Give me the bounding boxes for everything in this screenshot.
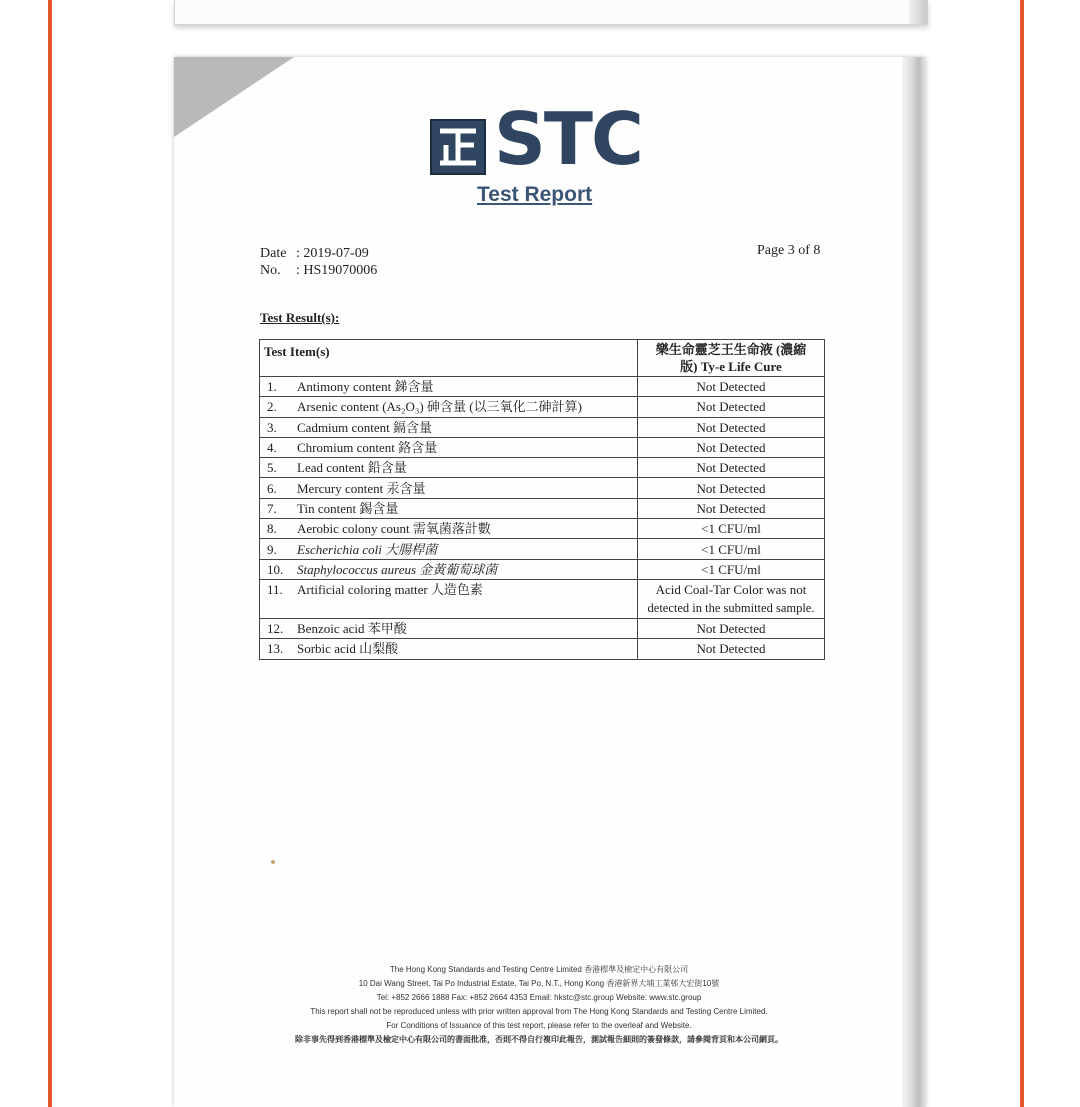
footer-conditions: For Conditions of Issuance of this test report, please refer to the overleaf and Website.: [386, 1021, 692, 1030]
table-row: [260, 458, 825, 478]
previous-page-edge: [174, 0, 928, 25]
item-cell: [260, 539, 638, 559]
item-number: 2.: [267, 399, 277, 415]
stc-logo-text: STC: [494, 97, 642, 181]
item-name: Aerobic colony count 需氧菌落計數: [297, 521, 491, 537]
date-label: Date: [260, 246, 287, 261]
item-cell: [260, 478, 638, 498]
item-number: 3.: [267, 419, 277, 435]
result-cell: <1 CFU/ml: [638, 559, 825, 579]
header-test-item: Test Item(s): [260, 340, 638, 377]
table-row: [260, 618, 825, 638]
footer-company: The Hong Kong Standards and Testing Centre Limited 香港標準及檢定中心有限公司: [389, 965, 689, 974]
number-value: : HS19070006: [296, 263, 378, 278]
result-line1: Acid Coal-Tar Color was not: [655, 581, 807, 597]
table-row: [260, 377, 825, 397]
item-number: 9.: [267, 541, 277, 557]
item-cell: [260, 618, 638, 638]
report-footer: [234, 963, 844, 1047]
item-name: Benzoic acid 苯甲酸: [297, 621, 407, 637]
item-name: Staphylococcus aureus 金黃葡萄球菌: [297, 561, 498, 577]
result-cell: <1 CFU/ml: [638, 539, 825, 559]
page-number: Page 3 of 8: [757, 243, 821, 258]
item-cell: [260, 377, 638, 397]
item-number: 5.: [267, 460, 277, 476]
table-row: [260, 498, 825, 518]
table-row: [260, 437, 825, 457]
item-name: Escherichia coli 大腸桿菌: [297, 541, 438, 557]
item-number: 13.: [267, 641, 284, 657]
date-value: : 2019-07-09: [296, 246, 369, 261]
table-row: [260, 397, 825, 417]
header-product-line2: 版) Ty-e Life Cure: [680, 359, 782, 374]
header-product-line1: 樂生命靈芝王生命液 (濃縮: [655, 342, 807, 357]
item-cell: [260, 498, 638, 518]
footer-contact: Tel: +852 2666 1888 Fax: +852 2664 4353 Email: hkstc@stc.group Website: www.stc.group: [376, 993, 702, 1002]
page-stack-edge: [902, 57, 926, 1107]
item-number: 10.: [267, 561, 284, 577]
item-cell: [260, 437, 638, 457]
item-name: Artificial coloring matter 人造色素: [297, 581, 483, 597]
section-heading: Test Result(s):: [260, 310, 340, 325]
item-name: Sorbic acid 山梨酸: [297, 641, 399, 657]
speck: [271, 860, 275, 864]
result-cell: Not Detected: [638, 639, 825, 659]
item-number: 4.: [267, 440, 277, 456]
item-number: 8.: [267, 521, 277, 537]
item-name: Chromium content 鉻含量: [297, 440, 438, 456]
item-cell: [260, 579, 638, 618]
item-cell: [260, 639, 638, 659]
result-cell: [638, 579, 825, 618]
table-row: [260, 478, 825, 498]
result-cell: Not Detected: [638, 618, 825, 638]
result-cell: Not Detected: [638, 417, 825, 437]
item-name: Mercury content 汞含量: [297, 480, 426, 496]
item-name: Cadmium content 鎘含量: [297, 419, 433, 435]
stc-logo: [430, 97, 650, 181]
table-row: [260, 539, 825, 559]
item-cell: [260, 458, 638, 478]
item-name: Antimony content 銻含量: [297, 379, 434, 395]
table-row: [260, 639, 825, 659]
result-cell: <1 CFU/ml: [638, 519, 825, 539]
item-name: Lead content 鉛含量: [297, 460, 407, 476]
footer-disclaimer: This report shall not be reproduced unless with prior written approval from The Hong Kong Standards and Testing Centre Limited.: [310, 1007, 768, 1016]
item-cell: [260, 519, 638, 539]
footer-address: 10 Dai Wang Street, Tai Po Industrial Estate, Tai Po, N.T., Hong Kong 香港新界大埔工業邨大宏街10號: [358, 979, 720, 988]
item-cell: [260, 559, 638, 579]
table-row: [260, 559, 825, 579]
stc-logo-mark: [430, 119, 486, 175]
folded-corner: [174, 57, 294, 137]
table-header-row: [260, 340, 825, 377]
item-number: 6.: [267, 480, 277, 496]
item-name: Arsenic content (As₂O₃) 砷含量 (以三氧化二砷計算): [297, 399, 582, 415]
report-meta: [260, 245, 377, 279]
item-cell: [260, 417, 638, 437]
number-row: [260, 262, 377, 279]
header-product: [638, 340, 825, 377]
item-number: 1.: [267, 379, 277, 395]
table-row: [260, 519, 825, 539]
table-row: [260, 417, 825, 437]
result-cell: Not Detected: [638, 498, 825, 518]
item-number: 7.: [267, 500, 277, 516]
result-cell: Not Detected: [638, 478, 825, 498]
item-cell: [260, 397, 638, 417]
result-cell: Not Detected: [638, 437, 825, 457]
result-cell: Not Detected: [638, 397, 825, 417]
report-title: Test Report: [477, 183, 593, 206]
footer-chinese-notice: 除非事先得到香港標準及檢定中心有限公司的書面批准，否則不得自行複印此報告，測試報告細則的簽發條款，請參閱背頁和本公司網頁。: [295, 1035, 783, 1044]
test-results-table: [259, 339, 825, 660]
result-line2: detected in the submitted sample.: [647, 600, 815, 615]
item-number: 12.: [267, 621, 284, 637]
date-row: [260, 245, 377, 262]
result-cell: Not Detected: [638, 377, 825, 397]
item-name: Tin content 錫含量: [297, 500, 399, 516]
result-cell: Not Detected: [638, 458, 825, 478]
table-row: [260, 579, 825, 618]
item-number: 11.: [267, 581, 283, 597]
number-label: No.: [260, 263, 281, 278]
document-page: [174, 57, 926, 1107]
